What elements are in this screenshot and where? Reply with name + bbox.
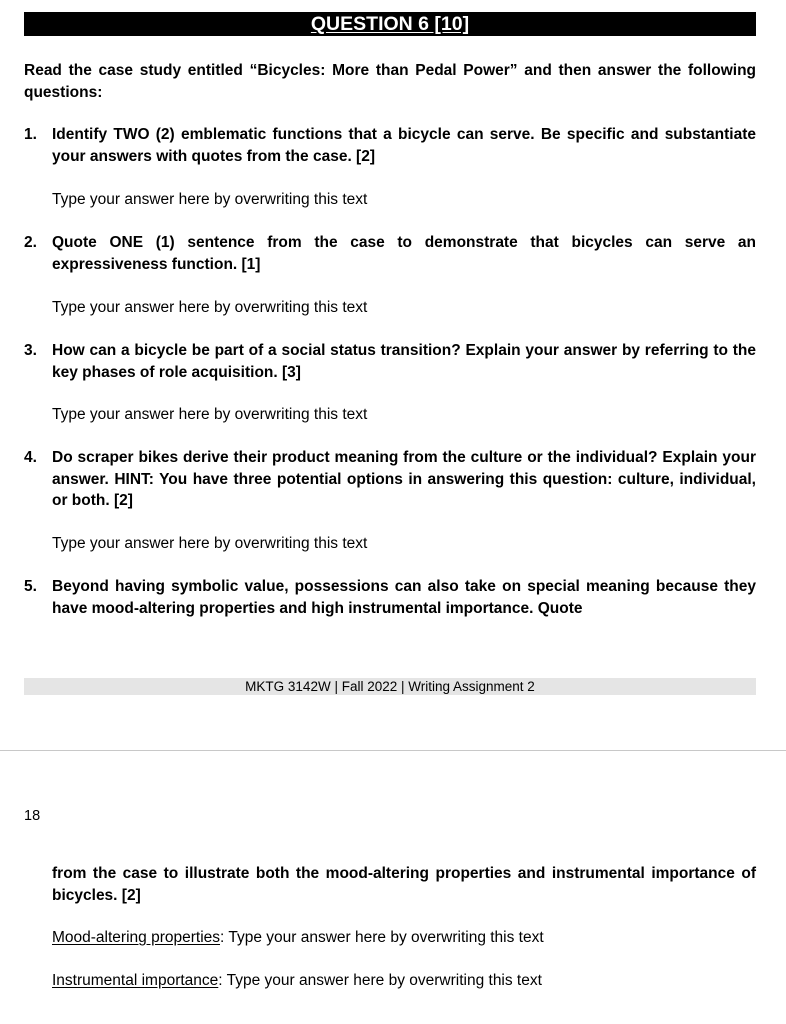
question-text: How can a bicycle be part of a social status transition? Explain your answer by referring to the key phases of role acquisition. [3]	[52, 342, 756, 381]
instrumental-answer[interactable]: : Type your answer here by overwriting this text	[218, 972, 542, 989]
question-title: QUESTION 6 [10]	[310, 13, 470, 35]
question-5	[24, 576, 756, 619]
question-5-continuation: from the case to illustrate both the mood-altering properties and instrumental importance of bicycles. [2]	[52, 865, 756, 904]
question-text: Beyond having symbolic value, possessions can also take on special meaning because they have mood-altering properties and high instrumental importance. Quote	[52, 578, 756, 617]
page-footer: MKTG 3142W | Fall 2022 | Writing Assignment 2	[24, 678, 756, 695]
question-4	[24, 447, 756, 512]
question-number: 2.	[24, 234, 37, 251]
answer-field-instrumental[interactable]	[52, 970, 542, 992]
question-3	[24, 340, 756, 383]
question-number: 3.	[24, 342, 37, 359]
answer-field-mood-altering[interactable]	[52, 927, 544, 949]
intro-instructions: Read the case study entitled “Bicycles: More than Pedal Power” and then answer the following questions:	[24, 62, 756, 101]
answer-field-4[interactable]: Type your answer here by overwriting this text	[52, 535, 368, 552]
question-number: 5.	[24, 578, 37, 595]
question-number: 1.	[24, 126, 37, 143]
page-divider	[0, 750, 786, 751]
page-number: 18	[24, 808, 41, 824]
question-number: 4.	[24, 449, 37, 466]
question-1	[24, 124, 756, 167]
answer-field-1[interactable]: Type your answer here by overwriting this text	[52, 191, 368, 208]
mood-altering-answer[interactable]: : Type your answer here by overwriting this text	[220, 929, 544, 946]
answer-field-3[interactable]: Type your answer here by overwriting this text	[52, 406, 368, 423]
mood-altering-label: Mood-altering properties	[52, 929, 221, 946]
instrumental-label: Instrumental importance	[52, 972, 219, 989]
question-2	[24, 232, 756, 275]
question-text: Do scraper bikes derive their product meaning from the culture or the individual? Explain your answer. HINT: You have three potential options in answering this question: culture, individual, or both. [2]	[52, 449, 756, 509]
question-text: Quote ONE (1) sentence from the case to demonstrate that bicycles can serve an expressiveness function. [1]	[52, 234, 756, 273]
question-header	[24, 12, 756, 36]
question-text: Identify TWO (2) emblematic functions that a bicycle can serve. Be specific and substantiate your answers with quotes from the case. [2]	[52, 126, 756, 165]
answer-field-2[interactable]: Type your answer here by overwriting this text	[52, 299, 368, 316]
